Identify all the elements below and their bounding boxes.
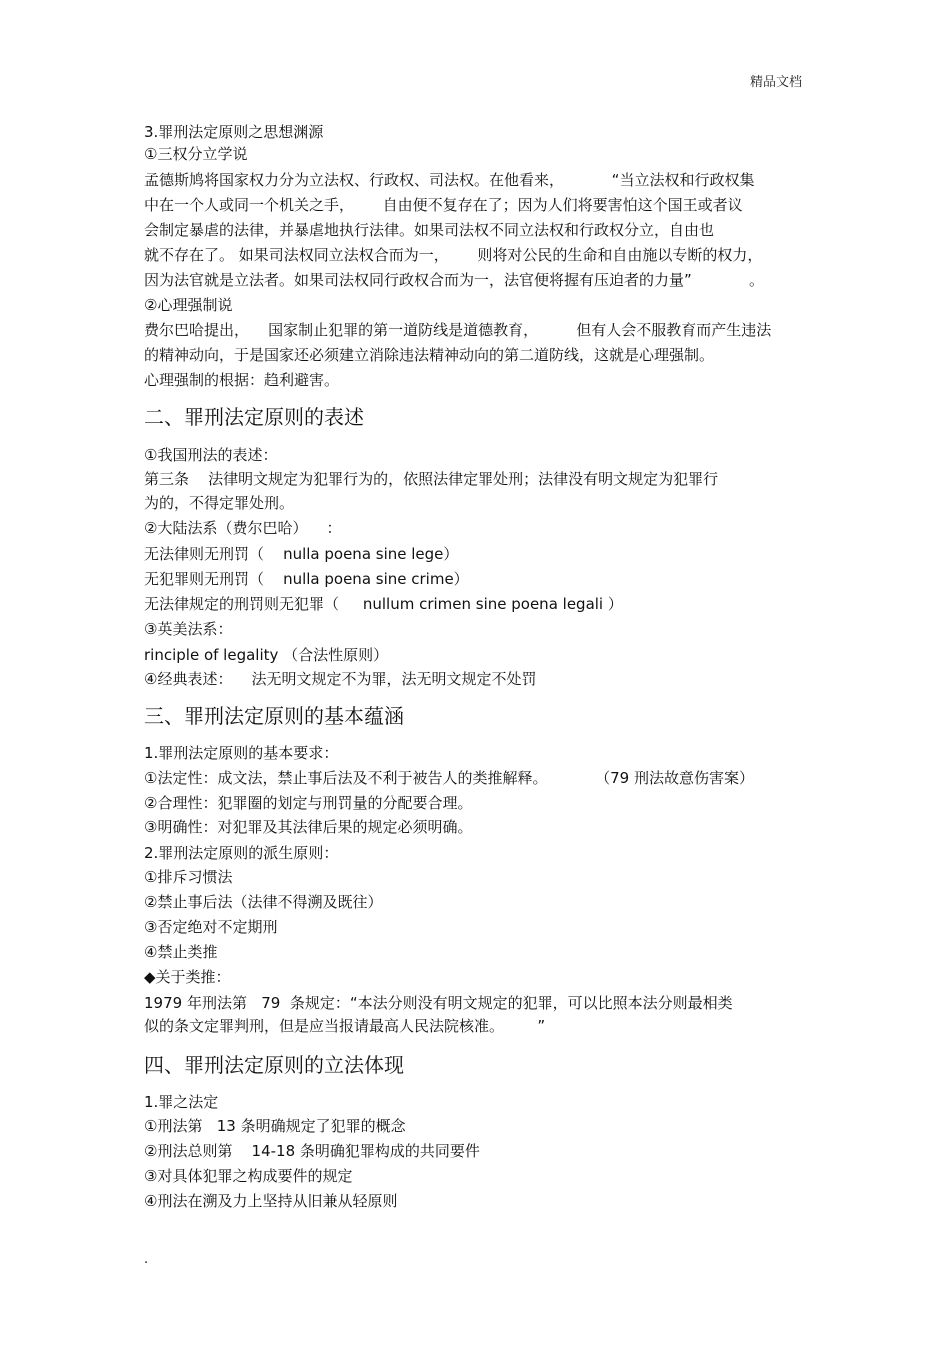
subsection-label: ①我国刑法的表述： — [144, 446, 278, 464]
subsection-label: ①三权分立学说 — [144, 145, 248, 163]
list-item: ①排斥习惯法 — [144, 868, 233, 886]
section-heading: 三、罪刑法定原则的基本蕴涵 — [144, 704, 404, 728]
paragraph-line: 无法律则无刑罚（ nulla poena sine lege） — [144, 545, 459, 563]
list-item: ③对具体犯罪之构成要件的规定 — [144, 1167, 353, 1185]
list-item: ④刑法在溯及力上坚持从旧兼从轻原则 — [144, 1192, 398, 1210]
subsection-label: ◆关于类推： — [144, 968, 231, 986]
paragraph-line: ②合理性：犯罪圈的划定与刑罚量的分配要合理。 — [144, 794, 473, 812]
paragraph-line: 费尔巴哈提出， 国家制止犯罪的第一道防线是道德教育， 但有人会不服教育而产生违法 — [144, 321, 772, 339]
paragraph-line: 似的条文定罪判刑，但是应当报请最高人民法院核准。 ” — [144, 1017, 546, 1035]
section-heading: 二、罪刑法定原则的表述 — [144, 405, 364, 429]
list-item: ①刑法第 13 条明确规定了犯罪的概念 — [144, 1117, 406, 1135]
subsection-label: 1.罪之法定 — [144, 1093, 219, 1111]
subsection-label: ②心理强制说 — [144, 296, 233, 314]
subsection-label: 2.罪刑法定原则的派生原则： — [144, 844, 339, 862]
section-subtitle: 3.罪刑法定原则之思想渊源 — [144, 123, 324, 141]
paragraph-line: ③明确性：对犯罪及其法律后果的规定必须明确。 — [144, 818, 473, 836]
paragraph-line: 的精神动向，于是国家还必须建立消除违法精神动向的第二道防线，这就是心理强制。 — [144, 346, 715, 364]
list-item: ③否定绝对不定期刑 — [144, 918, 278, 936]
paragraph-line: 为的，不得定罪处刑。 — [144, 494, 295, 512]
list-item: ④禁止类推 — [144, 943, 218, 961]
paragraph-line: ④经典表述： 法无明文规定不为罪，法无明文规定不处罚 — [144, 670, 537, 688]
paragraph-line: 第三条 法律明文规定为犯罪行为的，依照法律定罪处刑；法律没有明文规定为犯罪行 — [144, 470, 719, 488]
list-item: ②禁止事后法（法律不得溯及既往） — [144, 893, 383, 911]
paragraph-line: ①法定性：成文法，禁止事后法及不利于被告人的类推解释。 （79 刑法故意伤害案） — [144, 769, 754, 787]
paragraph-line: 心理强制的根据：趋利避害。 — [144, 371, 340, 389]
paragraph-line: 孟德斯鸠将国家权力分为立法权、行政权、司法权。在他看来， “当立法权和行政权集 — [144, 171, 755, 189]
paragraph-line: 无法律规定的刑罚则无犯罪（ nullum crimen sine poena legali ） — [144, 595, 623, 613]
paragraph-line: 就不存在了。 如果司法权同立法权合而为一， 则将对公民的生命和自由施以专断的权力， — [144, 246, 763, 264]
subsection-label: ③英美法系： — [144, 620, 233, 638]
header-label: 精品文档 — [749, 75, 802, 90]
paragraph-line: 1979 年刑法第 79 条规定：“本法分则没有明文规定的犯罪，可以比照本法分则最相类 — [144, 994, 733, 1012]
paragraph-line: 无犯罪则无刑罚（ nulla poena sine crime） — [144, 570, 469, 588]
footer-mark: . — [144, 1252, 149, 1267]
paragraph-line: 会制定暴虐的法律，并暴虐地执行法律。如果司法权不同立法权和行政权分立，自由也 — [144, 221, 715, 239]
paragraph-line: 因为法官就是立法者。如果司法权同行政权合而为一，法官便将握有压迫者的力量” 。 — [144, 271, 764, 289]
section-heading: 四、罪刑法定原则的立法体现 — [144, 1053, 404, 1077]
list-item: ②刑法总则第 14-18 条明确犯罪构成的共同要件 — [144, 1142, 480, 1160]
paragraph-line: 中在一个人或同一个机关之手， 自由便不复存在了；因为人们将要害怕这个国王或者议 — [144, 196, 743, 214]
subsection-label: ②大陆法系（费尔巴哈） ： — [144, 519, 342, 537]
subsection-label: 1.罪刑法定原则的基本要求： — [144, 744, 339, 762]
paragraph-line: rinciple of legality （合法性原则） — [144, 646, 389, 664]
